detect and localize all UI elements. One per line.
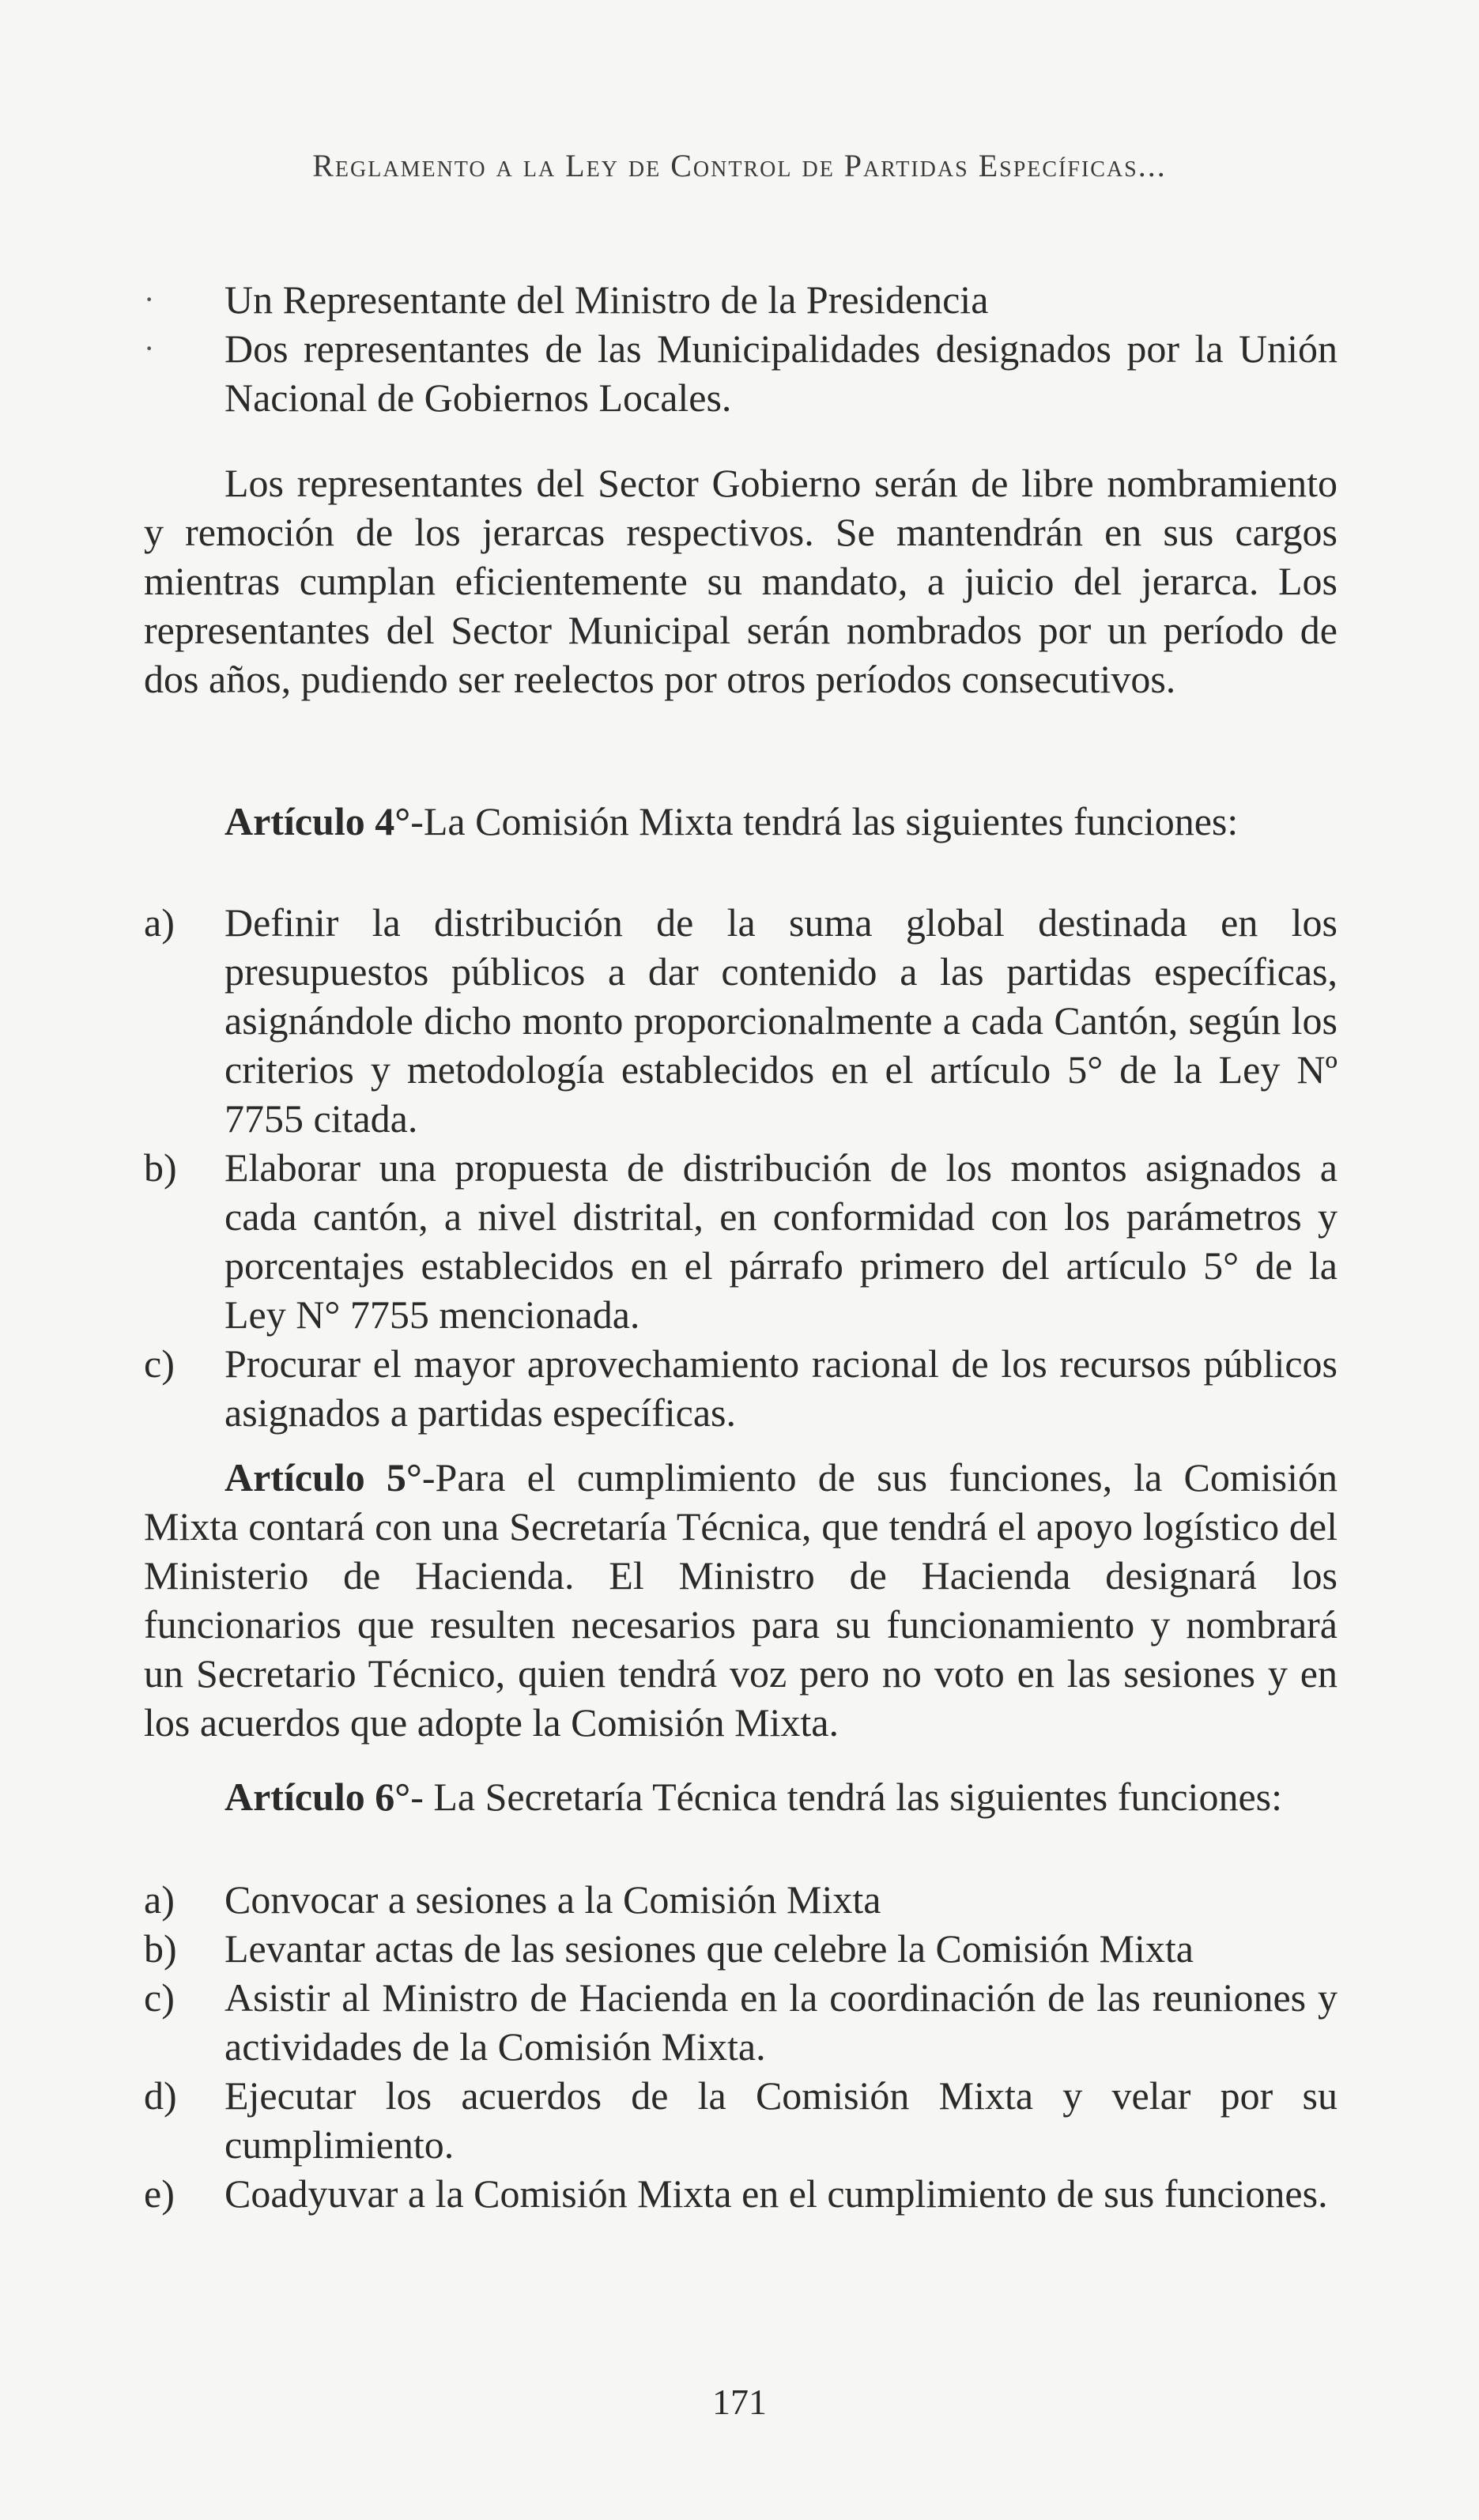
article-text: - La Secretaría Técnica tendrá las siguientes funciones:: [410, 1775, 1282, 1819]
list-item-text: Convocar a sesiones a la Comisión Mixta: [224, 1877, 881, 1922]
list-item: [144, 1339, 1338, 1437]
bullet-mark: ·: [144, 330, 155, 366]
list-letter: c): [144, 1975, 175, 2020]
list-item: [144, 898, 1338, 1143]
list-letter: c): [144, 1341, 175, 1386]
list-item: [144, 1143, 1338, 1339]
list-item: [144, 324, 1338, 422]
list-item: [144, 1973, 1338, 2071]
list-item: [144, 2169, 1338, 2218]
list-item: [144, 275, 1338, 324]
list-item-text: Elaborar una propuesta de distribución de los montos asignados a cada cantón, a nivel distrital, en conformidad con los parámetros y porcentajes establecidos en el párrafo primero del artículo 5° de la Ley N° 7755 mencionada.: [224, 1145, 1338, 1337]
page-number: 171: [712, 2382, 767, 2422]
article-4-heading: [144, 797, 1338, 846]
list-item-text: Ejecutar los acuerdos de la Comisión Mixta y velar por su cumplimiento.: [224, 2073, 1338, 2167]
article-5-paragraph: [144, 1453, 1338, 1747]
bullet-mark: ·: [144, 281, 155, 317]
list-item: [144, 1875, 1338, 1924]
list-item-text: Levantar actas de las sesiones que celebre la Comisión Mixta: [224, 1926, 1194, 1971]
list-letter: a): [144, 1877, 175, 1922]
list-letter: d): [144, 2073, 177, 2118]
representatives-list: [144, 275, 1338, 422]
article-text: -Para el cumplimiento de sus funciones, la Comisión Mixta contará con una Secretaría Técnica, que tendrá el apoyo logístico del Ministerio de Hacienda. El Ministro de Hacienda designará los funcionarios que resulten necesarios para su funcionamiento y nombrará un Secretario Técnico, quien tendrá voz pero no voto en las sesiones y en los acuerdos que adopte la Comisión Mixta.: [144, 1455, 1338, 1745]
article-label: Artículo 5°: [224, 1455, 422, 1500]
list-item-text: Dos representantes de las Municipalidades designados por la Unión Nacional de Gobiernos Locales.: [224, 326, 1338, 420]
list-item-text: Un Representante del Ministro de la Presidencia: [224, 277, 989, 322]
article-text: -La Comisión Mixta tendrá las siguientes funciones:: [410, 799, 1239, 843]
article-4-functions-list: [144, 898, 1338, 1437]
list-letter: b): [144, 1926, 177, 1971]
list-item: [144, 1924, 1338, 1973]
list-item-text: Coadyuvar a la Comisión Mixta en el cumplimiento de sus funciones.: [224, 2171, 1328, 2216]
list-item-text: Asistir al Ministro de Hacienda en la coordinación de las reuniones y actividades de la Comisión Mixta.: [224, 1975, 1338, 2069]
list-item-text: Definir la distribución de la suma global destinada en los presupuestos públicos a dar contenido a las partidas específicas, asignándole dicho monto proporcionalmente a cada Cantón, según los criterios y metodología establecidos en el artículo 5° de la Ley Nº 7755 citada.: [224, 900, 1338, 1141]
article-label: Artículo 4°: [224, 799, 411, 843]
article-label: Artículo 6°: [224, 1775, 411, 1819]
article-6-heading: [144, 1772, 1338, 1821]
list-letter: b): [144, 1145, 177, 1190]
list-item: [144, 2071, 1338, 2169]
article-6-functions-list: [144, 1875, 1338, 2218]
running-header: Reglamento a la Ley de Control de Partidas Específicas...: [312, 148, 1167, 183]
list-letter: a): [144, 900, 175, 945]
paragraph-representatives-terms: Los representantes del Sector Gobierno serán de libre nombramiento y remoción de los jerarcas respectivos. Se mantendrán en sus cargos mientras cumplan eficientemente su mandato, a juicio del jerarca. Los representantes del Sector Municipal serán nombrados por un período de dos años, pudiendo ser reelectos por otros períodos consecutivos.: [144, 461, 1338, 701]
list-item-text: Procurar el mayor aprovechamiento racional de los recursos públicos asignados a partidas específicas.: [224, 1341, 1338, 1435]
list-letter: e): [144, 2171, 175, 2216]
